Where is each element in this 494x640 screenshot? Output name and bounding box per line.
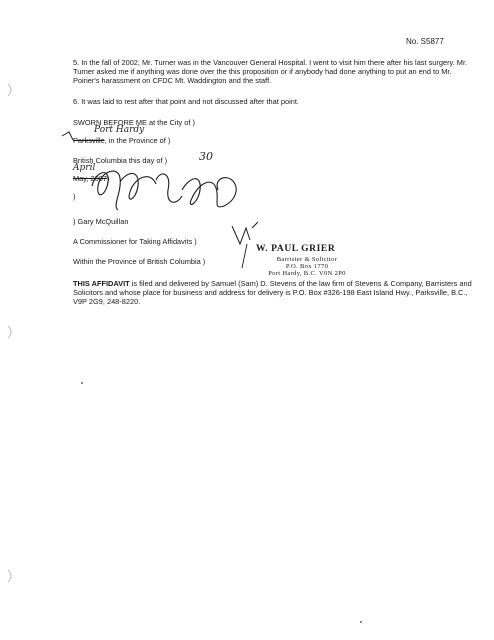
province-text: , in the Province of ) [104,136,171,145]
struck-city: Parksville [73,136,105,145]
document-number: No. S5877 [406,37,444,46]
speck [81,382,83,384]
stamp-line-3: Port Hardy, B.C. V0N 2P0 [268,270,346,277]
speck [360,621,362,623]
handwritten-day: 30 [199,150,213,163]
within-line: Within the Province of British Columbia ) [73,257,206,266]
commissioner-line: A Commissioner for Taking Affidavits ) [73,237,197,246]
sworn-line: SWORN BEFORE ME at the City of ) [73,118,195,127]
page-mark-3 [8,570,11,582]
paren-line: ) [73,192,76,201]
bc-day-line: British Columbia this day of ) [73,156,168,165]
handwritten-month: April [73,163,96,173]
page-mark-1 [8,84,11,96]
filing-paragraph [73,279,478,307]
page-mark-2 [8,326,11,338]
filing-text: is filed and delivered by Samuel (Sam) D. Stevens of the law firm of Stevens & Company, Barristers and Solicitors and whose place for business and address for delivery is P.O. Box #326-198 East Island Hwy., Parksville, B.C., V9P 2G9, 248-8220. [73,279,472,307]
deponent-signature [92,171,236,210]
struck-date: May, 2007 [73,174,107,183]
date-line [73,174,109,183]
vertical-stroke [242,244,247,268]
handwritten-city: Port Hardy [94,125,145,135]
date-paren: ) [106,174,110,183]
check-mark [62,132,73,140]
commissioner-signature [232,222,258,244]
deponent-name: ) Gary McQuillan [73,217,129,226]
stamp-name: W. PAUL GRIER [256,244,336,254]
city-line [73,136,170,145]
stamp-line-2: P.O. Box 1770 [285,263,329,270]
paragraph-5: 5. In the fall of 2002, Mr. Turner was in the Vancouver General Hospital. I went to visit him there after his last surgery. Mr. Turner asked me if anything was done over the this proposition or if anybody had done anything to put an end to Mr. Poirier's harassment on CFDC Mt. Waddington and the staff. [73,58,468,86]
stamp-line-1: Barrister & Solicitor [276,256,338,263]
paragraph-6: 6. It was laid to rest after that point and not discussed after that point. [73,97,299,106]
filing-lead: THIS AFFIDAVIT [73,279,130,288]
